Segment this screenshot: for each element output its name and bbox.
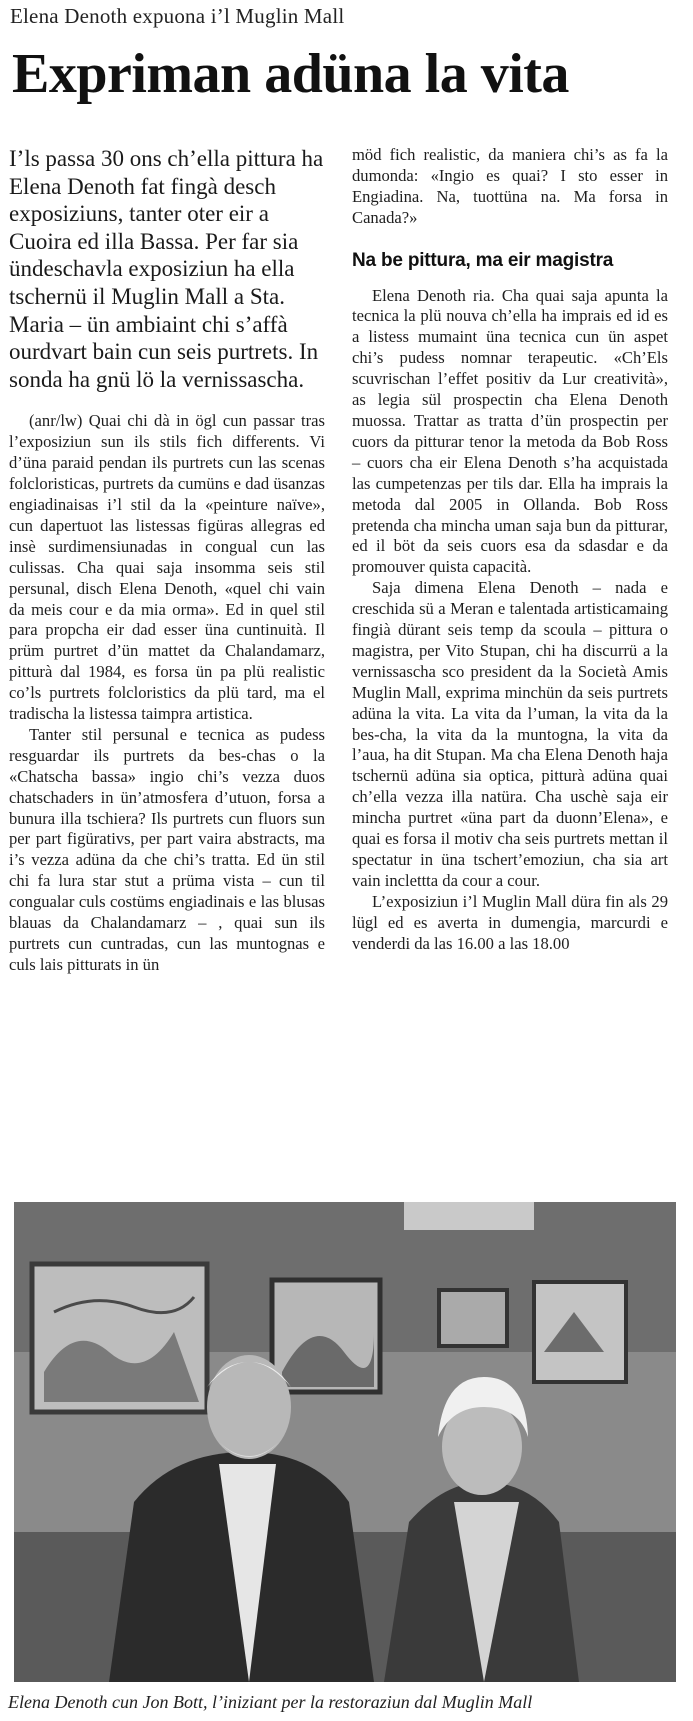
- right-column: [352, 145, 668, 955]
- painting-center: [272, 1280, 380, 1392]
- section-subhead: Na be pittura, ma eir magistra: [352, 249, 614, 271]
- painting-small: [439, 1290, 507, 1346]
- painting-left: [32, 1264, 207, 1412]
- lead-paragraph: I’ls passa 30 ons ch’ella pittura ha Elena Denoth fat fingà desch exposiziuns, tanter oter eir a Cuoira ed illa Bassa. Per far sia ündeschavla exposiziun ha ella tschernü il Muglin Mall a Sta. Maria – ün ambiaint chi s’affà ourdvart bain cun seis purtrets. In sonda ha gnü lö la vernissascha.: [9, 146, 324, 392]
- photo-caption: Elena Denoth cun Jon Bott, l’iniziant per la restoraziun dal Muglin Mall: [8, 1692, 533, 1712]
- body-paragraph-2: Tanter stil persunal e tecnica as pudess resguardar ils purtrets da bes-chas o la «Chatscha bassa» ingio chi’s vezza duos chatschaders in ün’atmosfera d’utuon, forsa a bunura illa tschiera? Ils purtrets cun fluors sun per part figürativs, per part vaira abstracts, ma i’s vezza adüna da che chi’s tratta. Ed ün stil chi fa lura star stut a prüma vista – cun til congualar culs costüms engiadinais e las blusas blauas da Chalandamarz – , quai sun ils purtrets cun cuntradas, cun las muntognas e culs lais pitturats in ün: [9, 724, 325, 974]
- left-column: [9, 145, 325, 976]
- photo-illustration: [14, 1202, 676, 1682]
- article-photo: [14, 1202, 676, 1682]
- body-paragraph-3: Elena Denoth ria. Cha quai saja apunta la tecnica la plü nouva ch’ella ha imprais ed id es a listess mumaint üna tecnica cun ün aspet chi’s pudess nomnar terapeutic. «Ch’Els scuvrischan l’effet positiv da Lur creatività», as legia sül prospectin cha Elena Denoth muossa. Trattar as tratta d’ün prospectin per cuors da pitturar tenor la metoda da Bob Ross – cuors cha eir Elena Denoth s’ha acquistada las cumpetenzas per tils dar. Ella ha imprais la metoda dal 2005 in Ollanda. Bob Ross pretenda cha mincha uman saja bun da pitturar, ed il böt da seis cuors esa da sdasdar e da promouver quista capacità.: [352, 285, 668, 577]
- article-kicker: Elena Denoth expuona i’l Muglin Mall: [10, 4, 345, 28]
- article-headline: Expriman adüna la vita: [12, 43, 569, 105]
- body-continuation: möd fich realistic, da maniera chi’s as fa la dumonda: «Ingio es quai? I sto esser in Engiadina. Na, tuottüna na. Ma forsa in Canada?»: [352, 145, 668, 227]
- body-paragraph-5: L’exposiziun i’l Muglin Mall düra fin als 29 lügl ed es averta in dumengia, marcurdi e venderdi da las 16.00 a las 18.00: [352, 891, 668, 953]
- body-paragraph-1: (anr/lw) Quai chi dà in ögl cun passar tras l’exposiziun sun ils stils fich differents. Vi d’üna paraid pendan ils purtrets cun las scenas folcloristicas, purtrets da cumüns e dad üsanzas engiadinaisas i’l stil da la «peinture naïve», cun dapertuot las listessas figüras allegras ed insè surdimensiunadas in congual cun las culissas. Cha quai saja insomma seis stil persunal, disch Elena Denoth, «quel chi vain da meis cour e da mia orma». Ed in quel stil para propcha eir dad esser üna cuntinuità. Il prüm purtret d’ün mattet da Chalandamarz, pitturà dal 1984, es forsa ün pa plü realistic co’ls purtrets folcloristics da plü tard, ma el tradischa la listessa taimpra artistica.: [9, 411, 325, 724]
- body-paragraph-4: Saja dimena Elena Denoth – nada e creschida sü a Meran e talentada artisticamaing fingià dürant seis temp da scoula – pittura o magistra, per Vito Stupan, chi ha discurrü a la vernissascha sco president da la Società Amis Muglin Mall, exprima minchün da seis purtrets adüna la vita. La vita da l’uman, la vita da la bes-cha, la vita da la muntogna, la vita da l’aua, ha dit Stupan. Ma cha Elena Denoth haja tschernü adüna sia optica, pitturà adüna quai ch’ella vezza illa natüra. Cha uschè saja eir mincha purtret «üna part da duonn’Elena», e quai es forsa il motiv cha seis purtrets mettan il spectatur in üna tschert’emoziun, cha sia art vain inclettta da cour a cour.: [352, 578, 668, 890]
- painting-right: [534, 1282, 626, 1382]
